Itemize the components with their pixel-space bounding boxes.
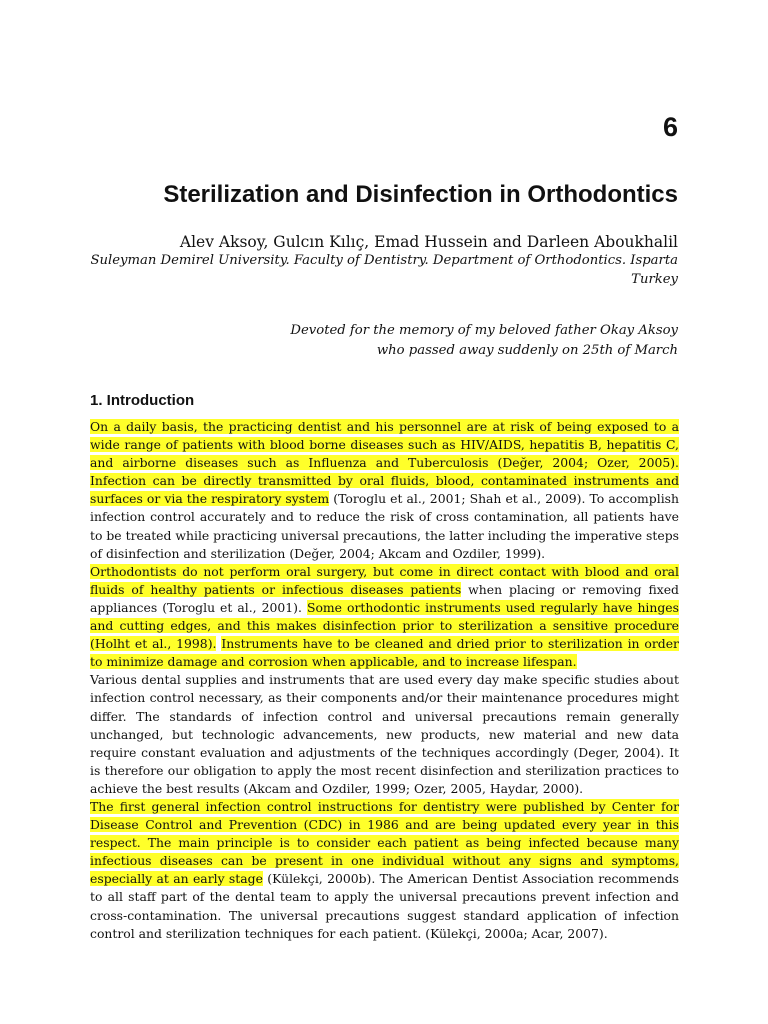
- chapter-number: 6: [662, 112, 678, 142]
- text-run: Various dental supplies and instruments that are used every day make specific studies about infection control necessary, as their components and/or their maintenance procedures might differ. The standards of infection control and universal precautions remain generally unchanged, but technologic advancements, new products, new material and new data require constant evaluation and adjustments of the techniques accordingly (Deger, 2004). It is therefore our obligation to apply the most recent disinfection and sterilization practices to achieve the best results (Akcam and Ozdiler, 1999; Ozer, 2005, Haydar, 2000).: [90, 672, 679, 796]
- text-run: when placing or removing fixed appliances (Toroglu et al., 2001).: [90, 581, 679, 615]
- text-run: (Külekçi, 2000b). The American Dentist Association recommends to all staff part of the dental team to apply the universal precautions prevent infection and cross-contamination. The universal precautions suggest standard application of infection control and sterilization techniques for each patient. (Külekçi, 2000a; Acar, 2007).: [90, 871, 679, 941]
- affiliation-line: Turkey: [631, 272, 678, 287]
- dedication-line: Devoted for the memory of my beloved father Okay Aksoy: [290, 323, 678, 338]
- author-affiliation: [90, 251, 678, 289]
- highlighted-text: On a daily basis, the practicing dentist and his personnel are at risk of being exposed to a wide range of patients with blood borne diseases such as HIV/AIDS, hepatitis B, hepatitis C, and airborne diseases such as Influenza and Tuberculosis (Değer, 2004; Ozer, 2005). Infection can be directly transmitted by oral fluids, blood, contaminated instruments and surfaces or via the respiratory system: [90, 419, 679, 507]
- paragraph: [90, 671, 679, 798]
- paragraph: [90, 563, 679, 672]
- paragraph: [90, 798, 679, 943]
- author-list: Alev Aksoy, Gulcın Kılıç, Emad Hussein and Darleen Aboukhalil: [179, 233, 678, 251]
- paragraph: [90, 418, 679, 563]
- affiliation-line: Suleyman Demirel University. Faculty of Dentistry. Department of Orthodontics. Isparta: [90, 253, 678, 268]
- section-heading: 1. Introduction: [90, 392, 195, 409]
- chapter-title: Sterilization and Disinfection in Orthodontics: [163, 181, 678, 208]
- section-body: [90, 418, 679, 943]
- highlighted-text: Some orthodontic instruments used regularly have hinges and cutting edges, and this makes disinfection prior to sterilization a sensitive procedure (Holht et al., 1998).: [90, 599, 679, 652]
- highlighted-text: Instruments have to be cleaned and dried prior to sterilization in order to minimize damage and corrosion when applicable, and to increase lifespan.: [90, 636, 679, 670]
- highlighted-text: The first general infection control instructions for dentistry were published by Center for Disease Control and Prevention (CDC) in 1986 and are being updated every year in this respect. The main principle is to consider each patient as being infected because many infectious diseases can be present in one individual without any signs and symptoms, especially at an early stage: [90, 798, 679, 887]
- dedication-line: who passed away suddenly on 25th of March: [376, 343, 678, 358]
- text-run: (Toroglu et al., 2001; Shah et al., 2009). To accomplish infection control accurately and to reduce the risk of cross contamination, all patients have to be treated while practicing universal precautions, the latter including the imperative steps of disinfection and sterilization (Değer, 2004; Akcam and Ozdiler, 1999).: [90, 491, 680, 561]
- highlighted-text: Orthodontists do not perform oral surgery, but come in direct contact with blood and oral fluids of healthy patients or infectious diseases patients: [90, 563, 679, 597]
- dedication: [220, 321, 678, 361]
